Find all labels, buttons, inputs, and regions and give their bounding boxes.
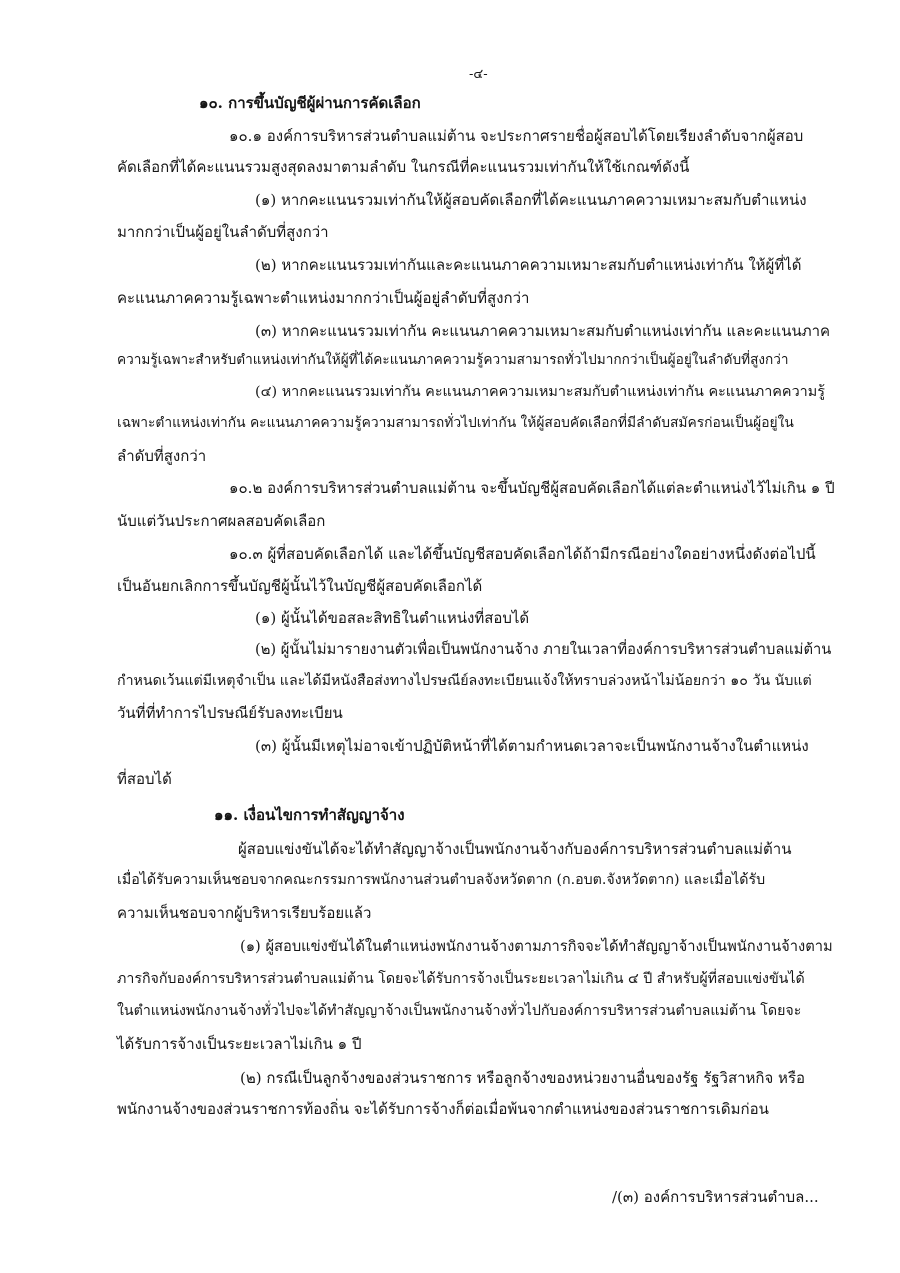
section-11-intro-line-1: ผู้สอบแข่งขันได้จะได้ทำสัญญาจ้างเป็นพนักงานจ้างกับองค์การบริหารส่วนตำบลแม่ต้าน <box>238 840 792 858</box>
para-10-3-line-1: ๑๐.๓ ผู้ที่สอบคัดเลือกได้ และได้ขึ้นบัญชีสอบคัดเลือกได้ถ้ามีกรณีอย่างใดอย่างหนึ่งดังต่อไปนี้ <box>229 545 816 563</box>
criterion-4-line-3: ลำดับที่สูงกว่า <box>117 447 207 465</box>
para-10-1-line-1: ๑๐.๑ องค์การบริหารส่วนตำบลแม่ต้าน จะประกาศรายชื่อผู้สอบได้โดยเรียงลำดับจากผู้สอบ <box>229 127 804 145</box>
page-number: -๔- <box>469 67 488 82</box>
criterion-1-line-2: มากกว่าเป็นผู้อยู่ในลำดับที่สูงกว่า <box>117 223 329 241</box>
criterion-3-line-2: ความรู้เฉพาะสำหรับตำแหน่งเท่ากันให้ผู้ที่ได้คะแนนภาคความรู้ความสามารถทั่วไปมากกว่าเป็นผู้อยู่ในลำดับที่สูงกว่า <box>117 352 789 368</box>
contract-item-1-line-3: ในตำแหน่งพนักงานจ้างทั่วไปจะได้ทำสัญญาจ้างเป็นพนักงานจ้างทั่วไปกับองค์การบริหารส่วนตำบลแม่ต้าน โดยจะ <box>117 1003 802 1019</box>
para-10-1-line-2: คัดเลือกที่ได้คะแนนรวมสูงสุดลงมาตามลำดับ ในกรณีที่คะแนนรวมเท่ากันให้ใช้เกณฑ์ดังนี้ <box>117 158 690 176</box>
contract-item-1-line-1: (๑) ผู้สอบแข่งขันได้ในตำแหน่งพนักงานจ้างตามภารกิจจะได้ทำสัญญาจ้างเป็นพนักงานจ้างตาม <box>240 938 833 955</box>
cancel-case-2-line-3: วันที่ที่ทำการไปรษณีย์รับลงทะเบียน <box>117 704 343 722</box>
contract-item-1-line-4: ได้รับการจ้างเป็นระยะเวลาไม่เกิน ๑ ปี <box>117 1035 362 1053</box>
criterion-3-line-1: (๓) หากคะแนนรวมเท่ากัน คะแนนภาคความเหมาะสมกับตำแหน่งเท่ากัน และคะแนนภาค <box>255 322 831 340</box>
cancel-case-2-line-2: กำหนดเว้นแต่มีเหตุจำเป็น และได้มีหนังสือส่งทางไปรษณีย์ลงทะเบียนแจ้งให้ทราบล่วงหน้าไม่น้อยกว่า ๑๐ วัน นับแต่ <box>117 673 812 689</box>
para-10-2-line-1: ๑๐.๒ องค์การบริหารส่วนตำบลแม่ต้าน จะขึ้นบัญชีผู้สอบคัดเลือกได้แต่ละตำแหน่งไว้ไม่เกิน ๑ ปี <box>229 479 835 497</box>
section-11-intro-line-2: เมื่อได้รับความเห็นชอบจากคณะกรรมการพนักงานส่วนตำบลจังหวัดตาก (ก.อบต.จังหวัดตาก) และเมื่อได้รับ <box>117 872 766 888</box>
section-10-heading: ๑๐. การขึ้นบัญชีผู้ผ่านการคัดเลือก <box>199 94 421 112</box>
criterion-4-line-2: เฉพาะตำแหน่งเท่ากัน คะแนนภาคความรู้ความสามารถทั่วไปเท่ากัน ให้ผู้สอบคัดเลือกที่มีลำดับสมัครก่อนเป็นผู้อยู่ใน <box>117 415 794 431</box>
criterion-1-line-1: (๑) หากคะแนนรวมเท่ากันให้ผู้สอบคัดเลือกที่ได้คะแนนภาคความเหมาะสมกับตำแหน่ง <box>255 191 807 209</box>
cancel-case-1: (๑) ผู้นั้นได้ขอสละสิทธิในตำแหน่งที่สอบได้ <box>255 609 530 627</box>
contract-item-1-line-2: ภารกิจกับองค์การบริหารส่วนตำบลแม่ต้าน โดยจะได้รับการจ้างเป็นระยะเวลาไม่เกิน ๔ ปี สำหรับผู้ที่สอบแข่งขันได้ <box>117 971 805 987</box>
cancel-case-3-line-1: (๓) ผู้นั้นมีเหตุไม่อาจเข้าปฏิบัติหน้าที่ได้ตามกำหนดเวลาจะเป็นพนักงานจ้างในตำแหน่ง <box>255 737 809 755</box>
criterion-2-line-1: (๒) หากคะแนนรวมเท่ากันและคะแนนภาคความเหมาะสมกับตำแหน่งเท่ากัน ให้ผู้ที่ได้ <box>255 256 802 274</box>
contract-item-2-line-1: (๒) กรณีเป็นลูกจ้างของส่วนราชการ หรือลูกจ้างของหน่วยงานอื่นของรัฐ รัฐวิสาหกิจ หรือ <box>240 1069 806 1087</box>
section-11-heading: ๑๑. เงื่อนไขการทำสัญญาจ้าง <box>214 806 405 824</box>
para-10-2-line-2: นับแต่วันประกาศผลสอบคัดเลือก <box>117 512 326 530</box>
criterion-4-line-1: (๔) หากคะแนนรวมเท่ากัน คะแนนภาคความเหมาะสมกับตำแหน่งเท่ากัน คะแนนภาคความรู้ <box>255 384 825 400</box>
criterion-2-line-2: คะแนนภาคความรู้เฉพาะตำแหน่งมากกว่าเป็นผู้อยู่ลำดับที่สูงกว่า <box>117 289 530 307</box>
cancel-case-3-line-2: ที่สอบได้ <box>117 770 172 788</box>
section-11-intro-line-3: ความเห็นชอบจากผู้บริหารเรียบร้อยแล้ว <box>117 904 372 922</box>
para-10-3-line-2: เป็นอันยกเลิกการขึ้นบัญชีผู้นั้นไว้ในบัญชีผู้สอบคัดเลือกได้ <box>117 577 483 595</box>
contract-item-2-line-2: พนักงานจ้างของส่วนราชการท้องถิ่น จะได้รับการจ้างก็ต่อเมื่อพ้นจากตำแหน่งของส่วนราชการเดิมก่อน <box>117 1100 769 1118</box>
cancel-case-2-line-1: (๒) ผู้นั้นไม่มารายงานตัวเพื่อเป็นพนักงานจ้าง ภายในเวลาที่องค์การบริหารส่วนตำบลแม่ต้าน <box>255 641 832 658</box>
continuation-note: /(๓) องค์การบริหารส่วนตำบล... <box>612 1188 819 1206</box>
